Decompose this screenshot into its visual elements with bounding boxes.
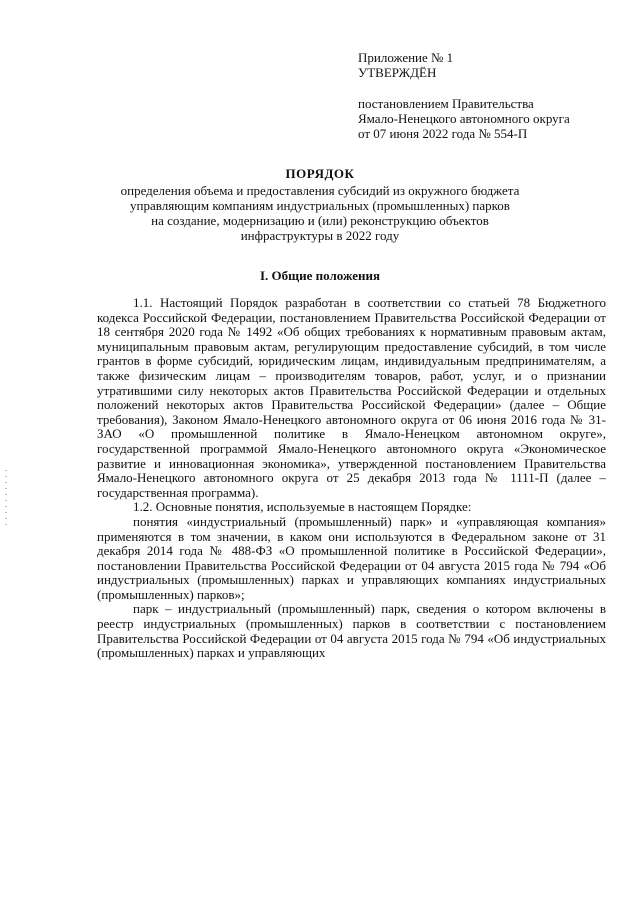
scan-margin-marks xyxy=(5,470,7,530)
paragraph-1-2: 1.2. Основные понятия, используемые в настоящем Порядке: xyxy=(133,499,472,515)
approval-block xyxy=(358,50,628,141)
appendix-number: Приложение № 1 xyxy=(358,50,454,65)
section-heading: I. Общие положения xyxy=(260,268,380,283)
document-caption xyxy=(60,166,580,243)
document-title: ПОРЯДОК xyxy=(285,166,355,181)
caption-line-1: определения объема и предоставления субсидий из окружного бюджета xyxy=(120,183,520,198)
approval-line-2: Ямало-Ненецкого автономного округа xyxy=(358,111,570,126)
caption-line-3: на создание, модернизацию и (или) реконструкцию объектов xyxy=(151,213,489,228)
approval-line-1: постановлением Правительства xyxy=(358,96,534,111)
caption-line-4: инфраструктуры в 2022 году xyxy=(240,228,400,243)
paragraph-definition-park: парк – индустриальный (промышленный) парк, сведения о котором включены в реестр индустриальных (промышленных) парков в соответствии с постановлением Правительства Российской Федерации от 04 августа 2015 года № 794 «Об индустриальных (промышленных) парках и управляющих xyxy=(97,601,606,661)
caption-line-2: управляющим компаниям индустриальных (промышленных) парков xyxy=(130,198,510,213)
document-body xyxy=(97,296,606,661)
paragraph-1-1: 1.1. Настоящий Порядок разработан в соответствии со статьей 78 Бюджетного кодекса Российской Федерации, постановлением Правительства Российской Федерации от 18 сентября 2020 года № 1492 «Об общих требованиях к нормативным правовым актам, муниципальным правовым актам, регулирующим предоставление субсидий, в том числе грантов в форме субсидий, юридическим лицам, индивидуальным предпринимателям, а также физическим лицам – производителям товаров, работ, услуг, и о признании утратившими силу некоторых актов Правительства Российской Федерации и отдельных положений некоторых актов Правительства Российской Федерации» (далее – Общие требования), Законом Ямало-Ненецкого автономного округа от 06 июня 2016 года № 31-ЗАО «О промышленной политике в Ямало-Ненецком автономном округе», государственной программой Ямало-Ненецкого автономного округа «Экономическое развитие и инновационная экономика», утвержденной постановлением Правительства Ямало-Ненецкого автономного округа от 25 декабря 2013 года № 1111-П (далее – государственная программа). xyxy=(97,295,606,500)
approval-stamp: УТВЕРЖДЁН xyxy=(358,65,437,80)
approval-line-3: от 07 июня 2022 года № 554-П xyxy=(358,126,528,141)
approval-gap xyxy=(358,80,628,96)
paragraph-definition-park-company: понятия «индустриальный (промышленный) парк» и «управляющая компания» применяются в том значении, в каком они используются в Федеральном законе от 31 декабря 2014 года № 488-ФЗ «О промышленной политике в Российской Федерации», постановлении Правительства Российской Федерации от 04 августа 2015 года № 794 «Об индустриальных (промышленных) парках и управляющих компаниях индустриальных (промышленных) парков»; xyxy=(97,513,606,602)
